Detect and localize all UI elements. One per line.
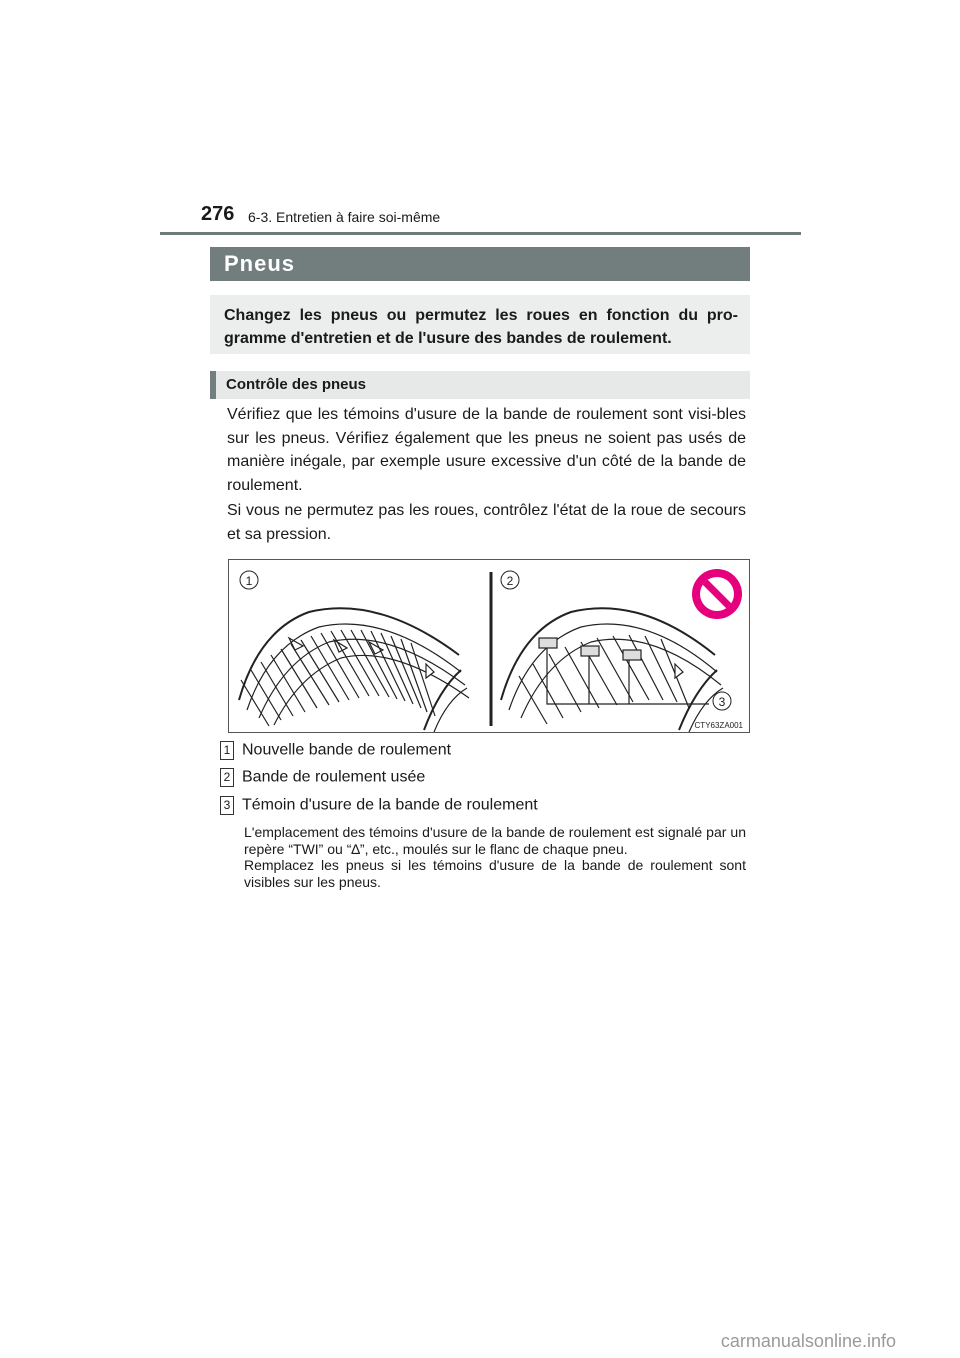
new-tread-tire xyxy=(239,608,469,732)
tire-illustration-svg xyxy=(229,560,749,732)
callout-2 xyxy=(501,571,519,589)
note-line-1: L'emplacement des témoins d'usure de la bande de roulement est signalé par un repère “TWI” ou “∆”, etc., moulés sur le flanc de chaque pneu. xyxy=(244,824,746,857)
intro-box xyxy=(210,295,750,354)
page-title: Pneus xyxy=(224,251,296,276)
subheading-accent xyxy=(210,371,216,399)
subheading-text: Contrôle des pneus xyxy=(226,376,367,393)
paragraph-2: Si vous ne permutez pas les roues, contrôlez l'état de la roue de secours et sa pression. xyxy=(227,502,746,543)
header-rule xyxy=(160,232,801,235)
prohibited-icon xyxy=(692,569,742,619)
callout-1-label: 1 xyxy=(245,574,253,588)
watermark: carmanualsonline.info xyxy=(720,1331,896,1351)
legend-item-2 xyxy=(220,768,425,787)
subheading-bar xyxy=(210,371,750,399)
legend-label: Nouvelle bande de roulement xyxy=(242,741,452,759)
legend-number: 1 xyxy=(220,741,234,760)
title-bar xyxy=(210,247,750,281)
callout-2-label: 2 xyxy=(506,574,514,588)
note-line-2: Remplacez les pneus si les témoins d'usure de la bande de roulement sont visibles sur les pneus. xyxy=(244,857,746,890)
callout-1 xyxy=(240,571,258,589)
legend-label: Témoin d'usure de la bande de roulement xyxy=(242,796,538,814)
legend-label: Bande de roulement usée xyxy=(242,768,426,786)
tire-illustration xyxy=(228,559,750,733)
legend-number: 3 xyxy=(220,796,234,815)
page-number: 276 xyxy=(201,203,235,225)
legend-number: 2 xyxy=(220,768,234,787)
callout-3-label: 3 xyxy=(718,695,726,709)
legend-item-1 xyxy=(220,741,451,760)
paragraph-1: Vérifiez que les témoins d'usure de la bande de roulement sont visi-bles sur les pneus. Vérifiez également que les pneus ne soient pas usés de manière inégale, par exemple usure excessive d'un côté de la bande de roulement. xyxy=(227,406,746,494)
legend-item-3 xyxy=(220,796,538,815)
section-header: 6-3. Entretien à faire soi-même xyxy=(248,209,441,225)
worn-tread-tire xyxy=(501,608,723,732)
figure-code: CTY63ZA001 xyxy=(694,721,743,730)
note-text xyxy=(244,824,746,890)
callout-3 xyxy=(713,692,731,710)
intro-text: Changez les pneus ou permutez les roues en fonction du pro-gramme d'entretien et de l'usure des bandes de roulement. xyxy=(224,307,738,347)
